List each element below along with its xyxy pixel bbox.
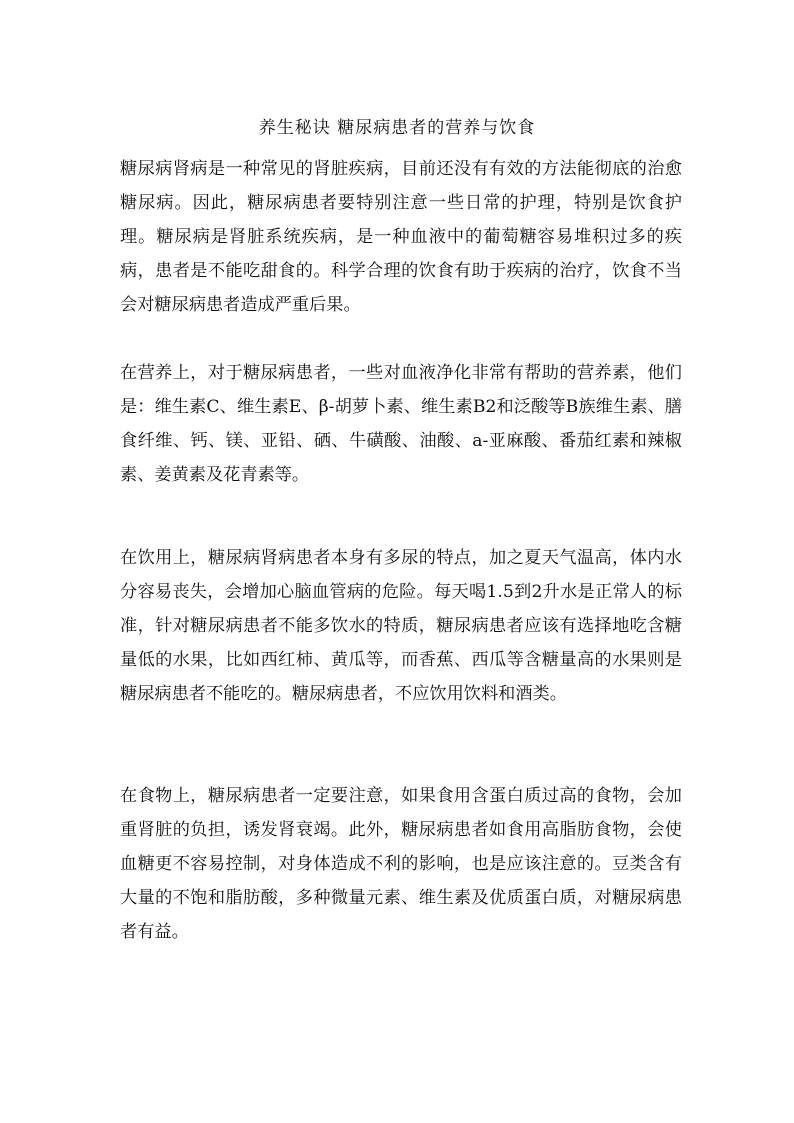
paragraph-drinking: 在饮用上，糖尿病肾病患者本身有多尿的特点，加之夏天气温高，体内水分容易丧失，会增加心脑血管病的危险。每天喝1.5到2升水是正常人的标准，针对糖尿病患者不能多饮水的特质，糖尿病患者应该有选择地吃含糖量低的水果，比如西红柿、黄瓜等，而香蕉、西瓜等含糖量高的水果则是糖尿病患者不能吃的。糖尿病患者，不应饮用饮料和酒类。	[120, 548, 682, 704]
paragraph-nutrition: 在营养上，对于糖尿病患者，一些对血液净化非常有帮助的营养素，他们是：维生素C、维生素E、β-胡萝卜素、维生素B2和泛酸等B族维生素、膳食纤维、钙、镁、亚铅、硒、牛磺酸、油酸、a-亚麻酸、番茄红素和辣椒素、姜黄素及花青素等。	[120, 363, 682, 485]
paragraph-intro: 糖尿病肾病是一种常见的肾脏疾病，目前还没有有效的方法能彻底的治愈糖尿病。因此，糖尿病患者要特别注意一些日常的护理，特别是饮食护理。糖尿病是肾脏系统疾病，是一种血液中的葡萄糖容易堆积过多的疾病，患者是不能吃甜食的。科学合理的饮食有助于疾病的治疗，饮食不当会对糖尿病患者造成严重后果。	[120, 159, 682, 315]
document-title: 养生秘诀 糖尿病患者的营养与饮食	[258, 118, 536, 138]
paragraph-food: 在食物上，糖尿病患者一定要注意，如果食用含蛋白质过高的食物，会加重肾脏的负担，诱发肾衰竭。此外，糖尿病患者如食用高脂肪食物，会使血糖更不容易控制，对身体造成不利的影响，也是应该注意的。豆类含有大量的不饱和脂肪酸，多种微量元素、维生素及优质蛋白质，对糖尿病患者有益。	[120, 786, 682, 942]
